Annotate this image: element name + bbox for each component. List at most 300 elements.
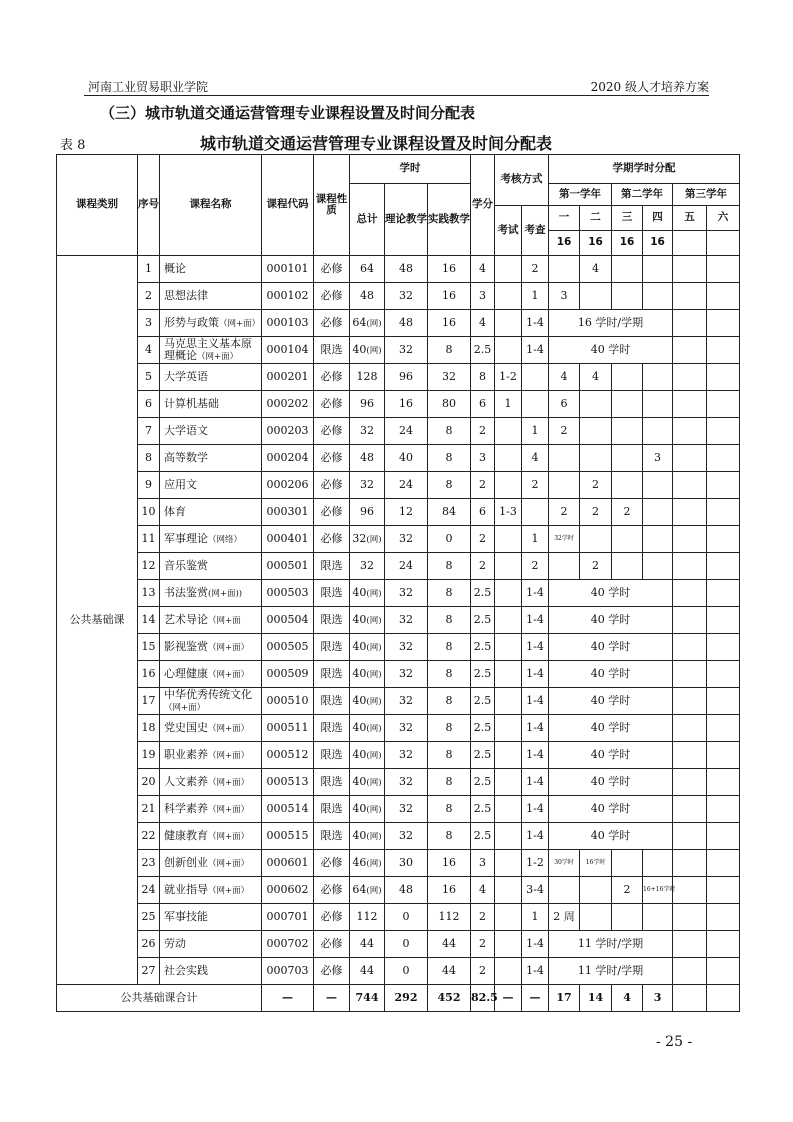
row-total (350, 796, 385, 823)
row-nature: 必修 (314, 445, 350, 472)
course-name: 就业指导 (164, 883, 208, 897)
total-value: 64 (352, 316, 367, 330)
row-term-6 (707, 418, 740, 445)
row-nature: 必修 (314, 283, 350, 310)
row-name (160, 283, 262, 310)
row-term-5 (673, 472, 707, 499)
row-credit: 2.5 (471, 796, 495, 823)
row-name (160, 958, 262, 985)
row-practice: 112 (428, 904, 471, 931)
row-code: 000511 (262, 715, 314, 742)
total-t4: 3 (643, 985, 673, 1012)
course-name: 形势与政策 (164, 316, 219, 330)
row-nature: 限选 (314, 607, 350, 634)
total-value: 40 (352, 640, 367, 654)
row-theory: 24 (385, 553, 428, 580)
row-term-6 (707, 364, 740, 391)
row-nature: 限选 (314, 688, 350, 715)
row-seq: 19 (138, 742, 160, 769)
total-value: 40 (352, 721, 367, 735)
row-practice: 8 (428, 769, 471, 796)
total-check: — (522, 985, 549, 1012)
row-check: 4 (522, 445, 549, 472)
col-practice: 实践教学 (428, 184, 471, 256)
course-name: 体育 (164, 505, 186, 519)
row-check: 2 (522, 472, 549, 499)
row-term-1: 2 周 (549, 904, 580, 931)
row-nature: 限选 (314, 796, 350, 823)
row-name (160, 715, 262, 742)
table-row (57, 310, 740, 337)
row-seq: 4 (138, 337, 160, 364)
row-term-6 (707, 850, 740, 877)
col-hours: 学时 (350, 155, 471, 184)
row-check: 1 (522, 904, 549, 931)
row-seq: 22 (138, 823, 160, 850)
row-term-4 (643, 418, 673, 445)
course-table (56, 154, 740, 1012)
row-check: 1-4 (522, 607, 549, 634)
row-theory: 32 (385, 796, 428, 823)
row-seq: 5 (138, 364, 160, 391)
row-term-5 (673, 445, 707, 472)
row-seq: 10 (138, 499, 160, 526)
row-term-4 (643, 283, 673, 310)
row-nature: 限选 (314, 742, 350, 769)
row-check: 3-4 (522, 877, 549, 904)
row-nature: 限选 (314, 337, 350, 364)
row-credit: 6 (471, 391, 495, 418)
row-name (160, 364, 262, 391)
row-credit: 2 (471, 553, 495, 580)
row-practice: 8 (428, 580, 471, 607)
row-seq: 20 (138, 769, 160, 796)
row-term-6 (707, 283, 740, 310)
row-practice: 0 (428, 526, 471, 553)
row-theory: 32 (385, 769, 428, 796)
row-term-2: 2 (580, 553, 612, 580)
table-row (57, 661, 740, 688)
row-term-5 (673, 283, 707, 310)
row-seq: 18 (138, 715, 160, 742)
row-exam (495, 526, 522, 553)
total-t5 (673, 985, 707, 1012)
table-row (57, 742, 740, 769)
table-row (57, 445, 740, 472)
row-term-3 (612, 283, 643, 310)
row-term-3 (612, 445, 643, 472)
course-mode-note: （网+面） (208, 724, 250, 735)
row-exam (495, 877, 522, 904)
row-exam (495, 904, 522, 931)
row-term-6 (707, 310, 740, 337)
row-theory: 32 (385, 823, 428, 850)
total-note: (网) (366, 697, 382, 708)
row-term-5 (673, 688, 707, 715)
row-term-6 (707, 931, 740, 958)
row-exam (495, 418, 522, 445)
row-term-5 (673, 931, 707, 958)
row-nature: 必修 (314, 418, 350, 445)
row-nature: 必修 (314, 850, 350, 877)
total-t6 (707, 985, 740, 1012)
row-term-6 (707, 580, 740, 607)
row-term-6 (707, 499, 740, 526)
row-name (160, 526, 262, 553)
table-row (57, 337, 740, 364)
row-exam (495, 661, 522, 688)
row-term-5 (673, 958, 707, 985)
row-practice: 8 (428, 688, 471, 715)
col-exam-mode: 考核方式 (495, 155, 549, 206)
row-name (160, 823, 262, 850)
course-mode-note: （网+面） (208, 832, 250, 843)
table-row (57, 499, 740, 526)
row-nature: 必修 (314, 472, 350, 499)
row-seq: 26 (138, 931, 160, 958)
row-seq: 24 (138, 877, 160, 904)
row-seq: 17 (138, 688, 160, 715)
row-exam: 1 (495, 391, 522, 418)
row-nature: 必修 (314, 364, 350, 391)
row-term-4 (643, 526, 673, 553)
course-mode-note: （网+面） (164, 702, 206, 713)
row-term-1: 2 (549, 499, 580, 526)
course-name: 中华优秀传统文化 (164, 688, 252, 702)
row-nature: 限选 (314, 715, 350, 742)
row-practice: 8 (428, 742, 471, 769)
total-value: 32 (352, 532, 367, 546)
row-check (522, 499, 549, 526)
col-credit: 学分 (471, 155, 495, 256)
row-exam (495, 472, 522, 499)
row-term-span: 40 学时 (549, 580, 673, 607)
table-row (57, 472, 740, 499)
table-row (57, 823, 740, 850)
row-credit: 2 (471, 931, 495, 958)
row-practice: 8 (428, 634, 471, 661)
col-distribution: 学期学时分配 (549, 155, 740, 184)
col-code: 课程代码 (262, 155, 314, 256)
total-value: 40 (352, 343, 367, 357)
row-theory: 30 (385, 850, 428, 877)
row-credit: 2 (471, 418, 495, 445)
col-weeks-2: 16 (580, 231, 612, 256)
row-term-4 (643, 904, 673, 931)
section-title: （三）城市轨道交通运营管理专业课程设置及时间分配表 (100, 104, 476, 122)
row-check: 1-4 (522, 742, 549, 769)
row-credit: 2.5 (471, 337, 495, 364)
row-term-5 (673, 391, 707, 418)
row-code: 000701 (262, 904, 314, 931)
table-row (57, 904, 740, 931)
row-code: 000504 (262, 607, 314, 634)
total-value: 32 (360, 478, 374, 492)
row-credit: 2 (471, 958, 495, 985)
row-theory: 40 (385, 445, 428, 472)
row-credit: 3 (471, 283, 495, 310)
row-nature: 必修 (314, 877, 350, 904)
total-value: 46 (352, 856, 367, 870)
row-credit: 4 (471, 877, 495, 904)
table-title: 城市轨道交通运营管理专业课程设置及时间分配表 (200, 134, 553, 153)
row-total (350, 553, 385, 580)
total-value: 40 (352, 748, 367, 762)
row-seq: 6 (138, 391, 160, 418)
row-total (350, 769, 385, 796)
header-school: 河南工业贸易职业学院 (88, 80, 209, 94)
course-mode-note: （网+面 (208, 616, 241, 627)
row-term-4 (643, 391, 673, 418)
course-name: 劳动 (164, 937, 186, 951)
row-theory: 96 (385, 364, 428, 391)
total-note: (网) (366, 778, 382, 789)
row-seq: 2 (138, 283, 160, 310)
row-term-6 (707, 796, 740, 823)
row-term-1 (549, 472, 580, 499)
row-theory: 32 (385, 634, 428, 661)
course-mode-note: （网+面） (208, 643, 250, 654)
row-term-5 (673, 364, 707, 391)
col-term-1: 一 (549, 206, 580, 231)
row-exam (495, 580, 522, 607)
row-term-2: 2 (580, 472, 612, 499)
row-credit: 4 (471, 310, 495, 337)
row-term-2 (580, 283, 612, 310)
row-check: 1-4 (522, 769, 549, 796)
row-seq: 1 (138, 256, 160, 283)
row-total (350, 391, 385, 418)
category-cell: 公共基础课 (57, 256, 138, 985)
row-code: 000702 (262, 931, 314, 958)
row-term-5 (673, 823, 707, 850)
row-term-2 (580, 391, 612, 418)
row-code: 000514 (262, 796, 314, 823)
row-theory: 32 (385, 715, 428, 742)
row-code: 000513 (262, 769, 314, 796)
row-nature: 限选 (314, 634, 350, 661)
row-practice: 44 (428, 931, 471, 958)
col-year3: 第三学年 (673, 184, 740, 206)
row-check (522, 391, 549, 418)
row-term-6 (707, 634, 740, 661)
row-term-5 (673, 850, 707, 877)
course-name: 大学语文 (164, 424, 208, 438)
row-seq: 13 (138, 580, 160, 607)
row-code: 000601 (262, 850, 314, 877)
row-exam (495, 256, 522, 283)
row-term-3 (612, 418, 643, 445)
row-term-1: 3 (549, 283, 580, 310)
row-nature: 必修 (314, 391, 350, 418)
row-total (350, 310, 385, 337)
row-check (522, 364, 549, 391)
total-value: 96 (360, 397, 374, 411)
row-nature: 限选 (314, 661, 350, 688)
table-row (57, 877, 740, 904)
row-total (350, 283, 385, 310)
row-code: 000101 (262, 256, 314, 283)
row-term-5 (673, 661, 707, 688)
row-term-4: 16+16学时 (643, 877, 673, 904)
row-code: 000203 (262, 418, 314, 445)
row-check: 1-4 (522, 661, 549, 688)
row-practice: 16 (428, 310, 471, 337)
row-seq: 9 (138, 472, 160, 499)
row-code: 000501 (262, 553, 314, 580)
row-term-4: 3 (643, 445, 673, 472)
total-value: 32 (360, 559, 374, 573)
row-code: 000301 (262, 499, 314, 526)
row-check: 2 (522, 256, 549, 283)
course-mode-note: （网络） (208, 535, 243, 546)
course-mode-note: （网+面） (208, 886, 250, 897)
row-name (160, 661, 262, 688)
row-credit: 2.5 (471, 580, 495, 607)
row-exam (495, 310, 522, 337)
row-term-4 (643, 364, 673, 391)
row-total (350, 823, 385, 850)
course-name: 马克思主义基本原理概论 (164, 337, 252, 362)
row-total (350, 526, 385, 553)
row-check: 1-4 (522, 310, 549, 337)
total-note: (网) (366, 616, 382, 627)
row-term-1 (549, 445, 580, 472)
row-theory: 32 (385, 742, 428, 769)
row-total (350, 607, 385, 634)
row-term-2 (580, 904, 612, 931)
total-value: 40 (352, 586, 367, 600)
row-practice: 8 (428, 553, 471, 580)
total-value: 40 (352, 613, 367, 627)
row-practice: 8 (428, 472, 471, 499)
row-term-6 (707, 661, 740, 688)
row-code: 000510 (262, 688, 314, 715)
course-name: 科学素养 (164, 802, 208, 816)
table-row (57, 256, 740, 283)
row-check: 1-4 (522, 823, 549, 850)
row-nature: 限选 (314, 580, 350, 607)
course-name: 概论 (164, 262, 186, 276)
row-term-2: 4 (580, 256, 612, 283)
row-term-5 (673, 607, 707, 634)
row-name (160, 607, 262, 634)
row-term-3 (612, 526, 643, 553)
row-total (350, 958, 385, 985)
row-name (160, 742, 262, 769)
row-term-6 (707, 958, 740, 985)
row-theory: 0 (385, 904, 428, 931)
row-term-1 (549, 877, 580, 904)
col-weeks-3: 16 (612, 231, 643, 256)
row-seq: 3 (138, 310, 160, 337)
row-term-3 (612, 472, 643, 499)
row-term-6 (707, 904, 740, 931)
row-name (160, 580, 262, 607)
row-check: 1 (522, 418, 549, 445)
row-credit: 2 (471, 526, 495, 553)
total-note: (网) (366, 535, 382, 546)
row-credit: 2.5 (471, 742, 495, 769)
row-check: 1-4 (522, 634, 549, 661)
row-credit: 2.5 (471, 634, 495, 661)
row-check: 1 (522, 526, 549, 553)
row-term-6 (707, 769, 740, 796)
row-total (350, 850, 385, 877)
total-note: (网) (366, 805, 382, 816)
row-code: 000703 (262, 958, 314, 985)
row-nature: 必修 (314, 256, 350, 283)
col-weeks-6 (707, 231, 740, 256)
row-practice: 16 (428, 256, 471, 283)
row-term-5 (673, 580, 707, 607)
col-exam: 考试 (495, 206, 522, 256)
row-term-6 (707, 688, 740, 715)
row-term-2: 4 (580, 364, 612, 391)
row-seq: 25 (138, 904, 160, 931)
row-code: 000401 (262, 526, 314, 553)
row-term-6 (707, 877, 740, 904)
row-term-3 (612, 904, 643, 931)
table-row (57, 715, 740, 742)
row-term-span: 11 学时/学期 (549, 931, 673, 958)
row-nature: 限选 (314, 553, 350, 580)
row-credit: 3 (471, 850, 495, 877)
row-credit: 2 (471, 472, 495, 499)
row-credit: 2 (471, 904, 495, 931)
col-check: 考查 (522, 206, 549, 256)
course-name: 书法鉴赏 (164, 586, 208, 600)
course-name: 创新创业 (164, 856, 208, 870)
row-term-span: 11 学时/学期 (549, 958, 673, 985)
row-seq: 21 (138, 796, 160, 823)
total-value: 40 (352, 775, 367, 789)
row-term-6 (707, 553, 740, 580)
row-term-4 (643, 472, 673, 499)
row-term-3 (612, 850, 643, 877)
row-term-6 (707, 607, 740, 634)
row-seq: 15 (138, 634, 160, 661)
row-term-span: 40 学时 (549, 715, 673, 742)
col-weeks-5 (673, 231, 707, 256)
row-term-span: 16 学时/学期 (549, 310, 673, 337)
col-term-6: 六 (707, 206, 740, 231)
row-practice: 80 (428, 391, 471, 418)
total-value: 128 (356, 370, 378, 384)
row-check: 1-4 (522, 580, 549, 607)
row-term-1 (549, 553, 580, 580)
row-check: 1-4 (522, 337, 549, 364)
row-term-2 (580, 877, 612, 904)
row-term-span: 40 学时 (549, 607, 673, 634)
total-value: 40 (352, 802, 367, 816)
row-practice: 8 (428, 337, 471, 364)
course-name: 音乐鉴赏 (164, 559, 208, 573)
row-term-2 (580, 526, 612, 553)
total-t3: 4 (612, 985, 643, 1012)
row-term-2 (580, 418, 612, 445)
total-row (57, 985, 740, 1012)
course-mode-note: （网+面） (208, 670, 250, 681)
row-theory: 0 (385, 931, 428, 958)
col-total: 总计 (350, 184, 385, 256)
row-code: 000206 (262, 472, 314, 499)
course-name: 党史国史 (164, 721, 208, 735)
col-term-3: 三 (612, 206, 643, 231)
row-credit: 3 (471, 445, 495, 472)
col-seq: 序号 (138, 155, 160, 256)
row-name (160, 688, 262, 715)
